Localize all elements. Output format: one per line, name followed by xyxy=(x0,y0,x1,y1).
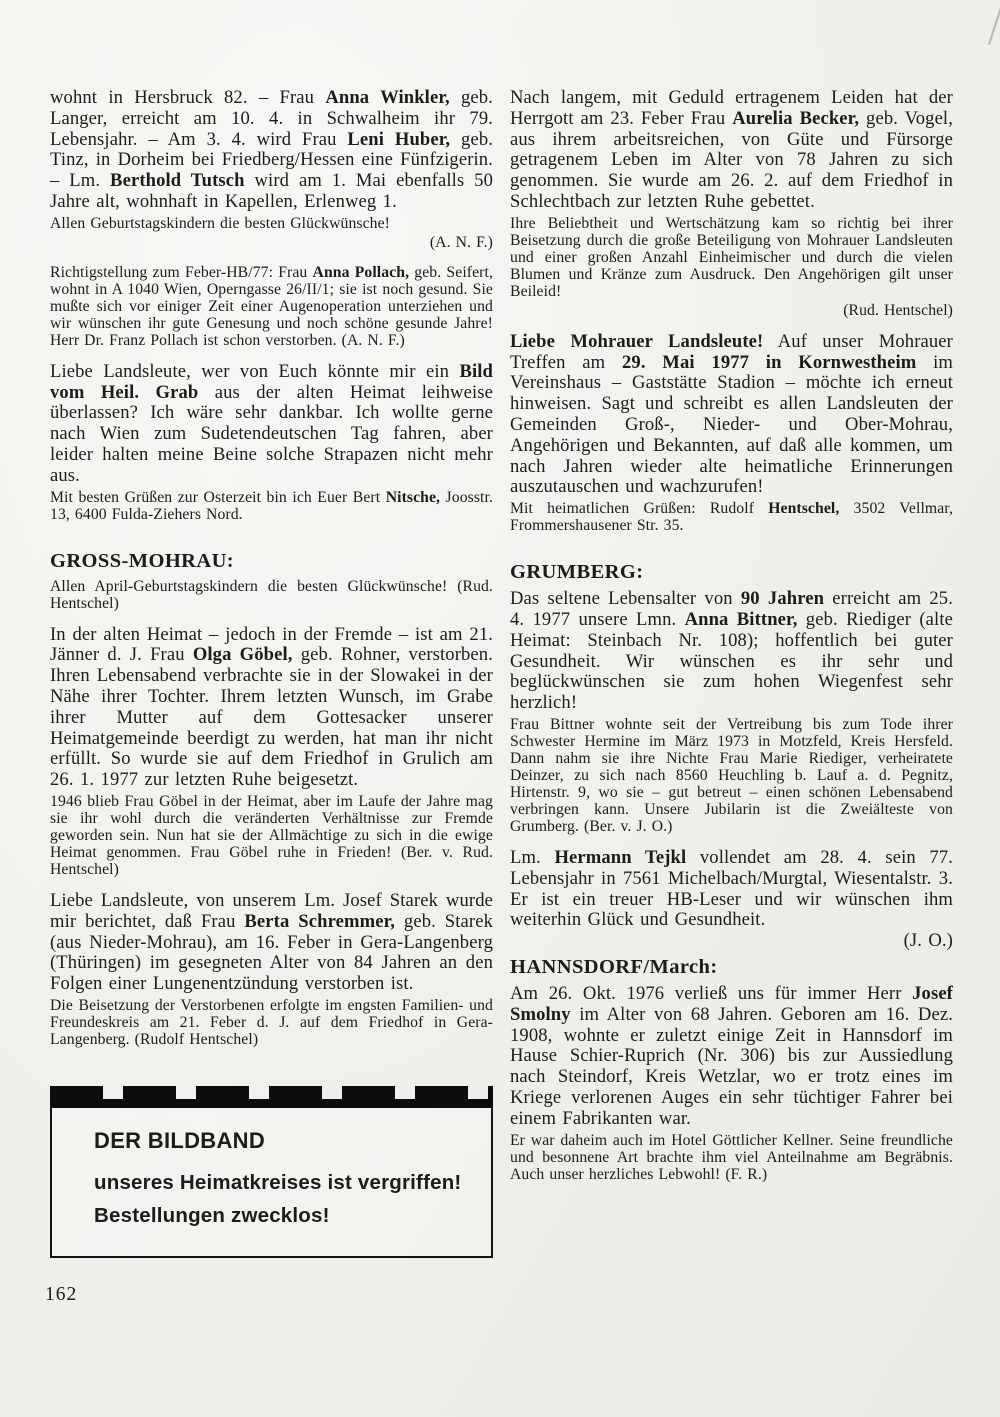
tejkl-birthday-paragraph: Lm. Hermann Tejkl vollendet am 28. 4. sein 77. Lebensjahr in 7561 Michelbach/Murgtal, Wiesentalstr. 3. Er ist ein treuer HB-Leser und wir wünschen ihm weiterhin Glück und Gesundheit. xyxy=(510,846,954,931)
pollach-correction-paragraph: Richtigstellung zum Feber-HB/77: Frau Anna Pollach, geb. Seifert, wohnt in A 1040 Wien, Operngasse 26/II/1; sie ist noch gesund. Sie mußte sich vor einiger Zeit einer Augenoperation unterziehen und wir wünschen ihr gute Genesung und noch schöne gesunde Jahre! Herr Dr. Franz Pollach ist schon verstorben. (A. N. F.) xyxy=(50,263,493,349)
goebel-obituary-paragraph: In der alten Heimat – jedoch in der Fremde – ist am 21. Jänner d. J. Frau Olga Göbel, geb. Rohner, verstorben. Ihren Lebensabend verbrachte sie in der Slowakei in der Nähe ihrer Tochter. Ihrem letzten Wunsch, im Grabe ihrer Mutter auf dem Gottesacker unserer Heimatgemeinde beerdigt zu werden, hat man ihr nicht erfüllt. So wurde sie auf dem Friedhof in Grulich am 26. 1. 1977 zur letzten Ruhe beigesetzt. xyxy=(50,623,493,791)
attribution-anf: (A. N. F.) xyxy=(429,233,493,251)
birthday-wishes-line: Allen Geburtstagskindern die besten Glückwünsche! xyxy=(50,214,390,232)
attribution-jo: (J. O.) xyxy=(903,930,953,952)
left-column xyxy=(45,87,494,1306)
birthday-notices-paragraph: wohnt in Hersbruck 82. – Frau Anna Winkler, geb. Langer, erreicht am 10. 4. in Schwalheim ihr 79. Lebensjahr. – Am 3. 4. wird Frau Leni Huber, geb. Tinz, in Dorheim bei Friedberg/Hessen eine Fünfzigerin. – Lm. Berthold Tutsch wird am 1. Mai ebenfalls 50 Jahre alt, wohnhaft in Kapellen, Erlenweg 1. xyxy=(50,87,494,212)
right-column xyxy=(510,88,953,1306)
meeting-signature: Mit heimatlichen Grüßen: Rudolf Hentschel, 3502 Vellmar, Frommershausener Str. 35. xyxy=(510,500,953,535)
april-wishes-line: Allen April-Geburtstagskindern die besten Glückwünsche! (Rud. Hentschel) xyxy=(50,577,493,612)
schremmer-obituary-paragraph: Liebe Landsleute, von unserem Lm. Josef Starek wurde mir berichtet, daß Frau Berta Schremmer, geb. Starek (aus Nieder-Mohrau), am 16. Feber in Gera-Langenberg (Thüringen) im gesegneten Alter von 84 Jahren an den Folgen einer Lungenentzündung verstorben ist. xyxy=(50,889,494,995)
goebel-note: 1946 blieb Frau Göbel in der Heimat, aber im Laufe der Jahre mag sie ihr wohl durch die veränderten Verhältnisse zur Fremde geworden sein. Nun hat sie der Allmächtige zu sich in die ewige Heimat genommen. Frau Göbel ruhe in Frieden! (Ber. v. Rud. Hentschel) xyxy=(50,792,493,878)
bittner-birthday-paragraph: Das seltene Lebensalter von 90 Jahren erreicht am 25. 4. 1977 unsere Lmn. Anna Bittner, geb. Riediger (alte Heimat: Steinbach Nr. 108); hoffentlich bei guter Gesundheit. Wir wünschen es ihr sehr und beglückwünschen sie zum hohen Wiegenfest sehr herzlich! xyxy=(510,588,953,714)
attribution-rud-hentschel: (Rud. Hentschel) xyxy=(843,301,953,319)
mohrau-meeting-paragraph: Liebe Mohrauer Landsleute! Auf unser Mohrauer Treffen am 29. Mai 1977 in Kornwestheim im Vereinshaus – Gaststätte Stadion – möchte ich erneut hinweisen. Sagt und schreibt es allen Landsleuten der Gemeinden Groß-, Nieder- und Ober-Mohrau, Angehörigen und Bekannten, auf daß alle kommen, um nach Jahren wieder alte heimatliche Erinnerungen auszutauschen und wachzurufen! xyxy=(510,330,953,498)
notice-box-body xyxy=(50,1108,493,1258)
schremmer-burial-note: Die Beisetzung der Verstorbenen erfolgte im engsten Familien- und Freundeskreis am 21. Feber d. J. auf dem Friedhof in Gera-Langenberg. (Rudolf Hentschel) xyxy=(50,996,493,1048)
bittner-history-note: Frau Bittner wohnte seit der Vertreibung bis zum Tode ihrer Schwester Hermine im März 1973 in Motzfeld, Kreis Hersfeld. Dann nahm sie ihre Nichte Frau Marie Riediger, verheiratete Deinzer, zu sich nach 8560 Heuchling b. Lauf a. d. Pegnitz, Hirtenstr. 9, wo sie – gut betreut – einen schönen Lebensabend verbringen kann. Unsere Jubilarin ist die Zweiälteste von Grumberg. (Ber. v. J. O.) xyxy=(510,715,953,835)
smolny-obituary-paragraph: Am 26. Okt. 1976 verließ uns für immer Herr Josef Smolny im Alter von 68 Jahren. Geboren am 16. Dez. 1908, wohnte er zuletzt einige Zeit in Hannsdorf im Hause Schier-Ruprich (Nr. 306) bis zur Aussiedlung nach Steindorf, Kreis Wetzlar, wo er trotz eines im Kriege verlorenen Auges ein sehr tüchtiger Fahrer bei einem Fabrikanten war. xyxy=(510,982,953,1129)
photo-request-paragraph: Liebe Landsleute, wer von Euch könnte mir ein Bild vom Heil. Grab aus der alten Heimat leihweise überlassen? Ich wäre sehr dankbar. Ich wollte gerne nach Wien zum Sudetendeutschen Tag fahren, aber leider halten meine Beine solche Strapazen nicht mehr aus. xyxy=(50,360,493,486)
page-number: 162 xyxy=(45,1283,78,1305)
bildband-notice-box xyxy=(50,1086,493,1258)
becker-obituary-paragraph: Nach langem, mit Geduld ertragenem Leiden hat der Herrgott am 23. Feber Frau Aurelia Becker, geb. Vogel, aus ihrem arbeitsreichen, von Güte und Fürsorge getragenem Leben im Alter von 78 Jahren zu sich genommen. Sie wurde am 26. 2. auf dem Friedhof in Schlechtbach zur letzten Ruhe gebettet. xyxy=(510,87,953,212)
section-heading-grumberg: GRUMBERG: xyxy=(510,561,644,584)
notice-box-title: DER BILDBAND xyxy=(94,1127,266,1153)
section-heading-gross-mohrau: GROSS-MOHRAU: xyxy=(50,549,235,572)
photo-request-signature: Mit besten Grüßen zur Osterzeit bin ich Euer Bert Nitsche, Joosstr. 13, 6400 Fulda-Ziehers Nord. xyxy=(50,488,493,523)
section-heading-hannsdorf: HANNSDORF/March: xyxy=(510,955,718,978)
smolny-farewell-note: Er war daheim auch im Hotel Göttlicher Kellner. Seine freundliche und besonnene Art brachte ihm viel Anteilnahme am Begräbnis. Auch unser herzliches Lebwohl! (F. R.) xyxy=(510,1131,953,1183)
notice-box-line-2: Bestellungen zwecklos! xyxy=(94,1203,330,1227)
notice-box-line-1: unseres Heimatkreises ist vergriffen! xyxy=(94,1170,462,1194)
crenellated-border-decoration xyxy=(50,1086,493,1108)
becker-funeral-note: Ihre Beliebtheit und Wertschätzung kam so richtig bei ihrer Beisetzung durch die große Beteiligung von Mohrauer Landsleuten und einer großen Anzahl Einheimischer und durch die vielen Blumen und Kränze zum Ausdruck. Den Angehörigen gilt unser Beileid! xyxy=(510,214,953,300)
